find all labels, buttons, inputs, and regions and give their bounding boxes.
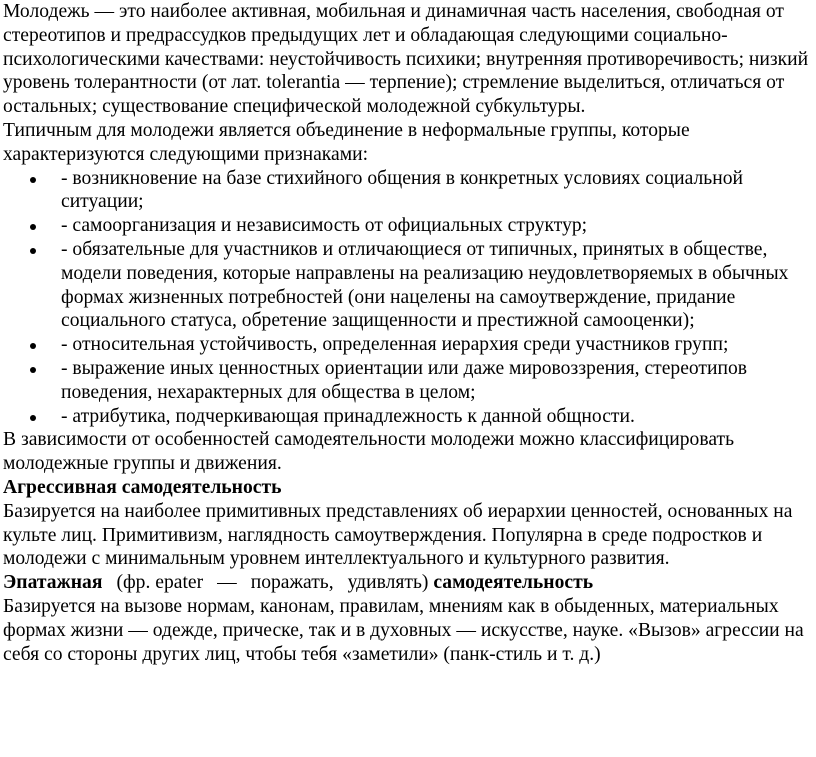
list-item: - выражение иных ценностных ориентации или даже мировоззрения, стереотипов поведения, нехарактерных для общества в целом; — [61, 357, 813, 405]
informal-groups-intro: Типичным для молодежи является объединение в неформальные группы, которые характеризуются следующими признаками: — [3, 119, 690, 165]
bullet-icon — [30, 224, 36, 230]
features-list — [3, 167, 813, 429]
list-item: - относительная устойчивость, определенная иерархия среди участников групп; — [61, 333, 813, 357]
list-item: - самоорганизация и независимость от официальных структур; — [61, 214, 813, 238]
aggressive-heading: Агрессивная самодеятельность — [3, 476, 282, 498]
bullet-icon — [30, 177, 36, 183]
list-item: - возникновение на базе стихийного общения в конкретных условиях социальной ситуации; — [61, 167, 813, 215]
aggressive-paragraph: Базируется на наиболее примитивных представлениях об иерархии ценностей, основанных на культе лиц. Примитивизм, наглядность самоутверждения. Популярна в среде подростков и молодежи с минимальным уровнем интеллектуального и культурного развития. — [3, 500, 793, 570]
list-item: - обязательные для участников и отличающиеся от типичных, принятых в обществе, модели поведения, которые направлены на реализацию неудовлетворяемых в обычных формах жизненных потребностей (они нацелены на самоутверждение, придание социального статуса, обретение защищенности и престижной самооценки); — [61, 238, 813, 333]
bullet-icon — [30, 367, 36, 373]
bullet-icon — [30, 343, 36, 349]
epatage-paragraph: Базируется на вызове нормам, канонам, правилам, мнениям как в обыденных, материальных формах жизни — одежде, прическе, так и в духовных — искусстве, науке. «Вызов» агрессии на себя со стороны других лиц, чтобы тебя «заметили» (панк-стиль и т. д.) — [3, 595, 804, 665]
intro-paragraph: Молодежь — это наиболее активная, мобильная и динамичная часть населения, свободная от стереотипов и предрассудков предыдущих лет и обладающая следующими социально-психологическими качествами: неустойчивость психики; внутренняя противоречивость; низкий уровень толерантности (от лат. tolerantia — терпение); стремление выделиться, отличаться от остальных; существование специфической молодежной субкультуры. — [3, 1, 809, 118]
epatage-heading: Эпатажная (фр. epater — поражать, удивлять) самодеятельность — [3, 572, 594, 594]
classification-paragraph: В зависимости от особенностей самодеятельности молодежи можно классифицировать молодежные группы и движения. — [3, 429, 735, 475]
bullet-icon — [30, 248, 36, 254]
bullet-icon — [30, 415, 36, 421]
list-item: - атрибутика, подчеркивающая принадлежность к данной общности. — [61, 405, 813, 429]
